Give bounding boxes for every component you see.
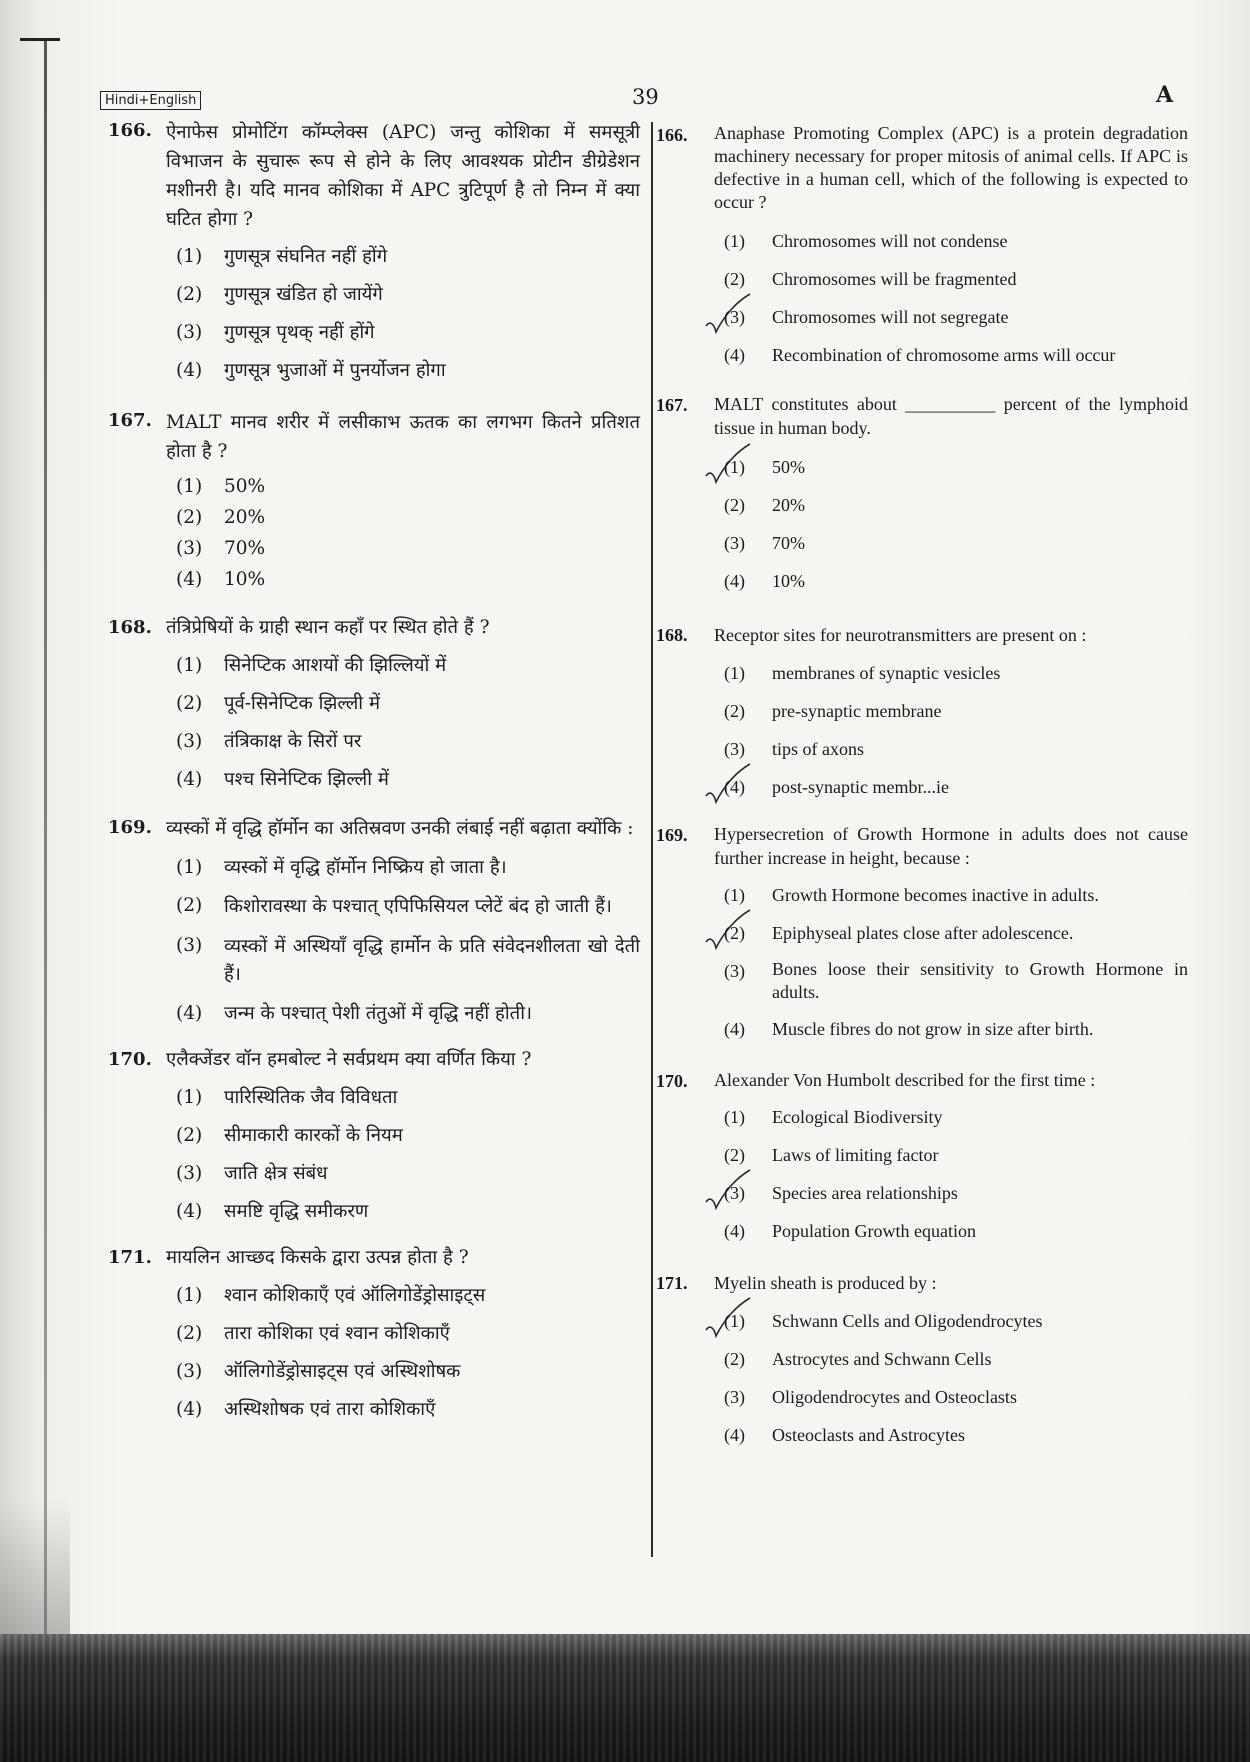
option-4 bbox=[656, 1422, 1188, 1448]
option-text: 50% bbox=[224, 476, 266, 497]
option-2 bbox=[108, 282, 640, 308]
question-171-english bbox=[656, 1270, 1188, 1448]
question-text: MALT constitutes about __________ percent of the lymphoid tissue in human body. bbox=[714, 394, 1188, 438]
option-text: Chromosomes will be fragmented bbox=[772, 269, 1017, 289]
option-3 bbox=[108, 729, 640, 755]
option-number: (1) bbox=[724, 1311, 745, 1331]
option-3 bbox=[108, 536, 640, 562]
option-number: (4) bbox=[176, 1399, 203, 1420]
option-3 bbox=[656, 304, 1188, 330]
option-text: Muscle fibres do not grow in size after birth. bbox=[772, 1019, 1094, 1039]
option-text: व्यस्कों में अस्थियाँ वृद्धि हार्मोन के प्रति संवेदनशीलता खो देती हैं। bbox=[224, 936, 640, 985]
option-4 bbox=[108, 1001, 640, 1027]
option-text: Chromosomes will not segregate bbox=[772, 307, 1009, 327]
option-number: (2) bbox=[724, 1145, 745, 1165]
option-number: (1) bbox=[724, 1107, 745, 1127]
question-number: 168. bbox=[656, 625, 688, 645]
option-number: (3) bbox=[176, 1361, 203, 1382]
option-number: (4) bbox=[724, 345, 745, 365]
option-text: श्वान कोशिकाएँ एवं ऑलिगोडेंड्रोसाइट्स bbox=[224, 1285, 486, 1306]
option-number: (1) bbox=[176, 1087, 203, 1108]
option-text: किशोरावस्था के पश्चात् एपिफिसियल प्लेटें बंद हो जाती हैं। bbox=[224, 896, 612, 917]
option-4 bbox=[656, 1016, 1188, 1042]
option-text: Growth Hormone becomes inactive in adults. bbox=[772, 885, 1099, 905]
question-number: 171. bbox=[656, 1273, 688, 1293]
option-1 bbox=[108, 244, 640, 270]
option-number: (4) bbox=[724, 1425, 745, 1445]
option-text: गुणसूत्र खंडित हो जायेंगे bbox=[224, 284, 383, 305]
question-text: मायलिन आच्छद किसके द्वारा उत्पन्न होता है ? bbox=[166, 1247, 469, 1268]
question-number: 169. bbox=[656, 825, 688, 845]
option-3 bbox=[108, 320, 640, 346]
option-2 bbox=[108, 893, 640, 921]
question-text: Alexander Von Humbolt described for the first time : bbox=[714, 1070, 1096, 1090]
question-167-hindi bbox=[108, 408, 640, 593]
option-number: (1) bbox=[176, 857, 203, 878]
option-number: (3) bbox=[724, 307, 745, 327]
option-number: (3) bbox=[724, 1183, 745, 1203]
option-text: पारिस्थितिक जैव विविधता bbox=[224, 1087, 398, 1108]
option-2 bbox=[656, 920, 1188, 946]
hindi-column bbox=[108, 118, 640, 1423]
option-text: तंत्रिकाक्ष के सिरों पर bbox=[224, 731, 362, 752]
option-number: (1) bbox=[176, 476, 203, 497]
option-text: गुणसूत्र पृथक् नहीं होंगे bbox=[224, 322, 375, 343]
option-number: (2) bbox=[176, 507, 203, 528]
question-166-english bbox=[656, 122, 1188, 368]
option-number: (3) bbox=[724, 1387, 745, 1407]
option-2 bbox=[108, 1321, 640, 1347]
option-3 bbox=[656, 958, 1188, 1004]
option-1 bbox=[108, 653, 640, 679]
option-text: सीमाकारी कारकों के नियम bbox=[224, 1125, 403, 1146]
option-1 bbox=[656, 1308, 1188, 1334]
series-letter: A bbox=[1156, 82, 1174, 108]
question-number: 166. bbox=[656, 125, 688, 145]
option-3 bbox=[656, 530, 1188, 556]
option-number: (1) bbox=[724, 457, 745, 477]
binding-edge bbox=[44, 40, 47, 1640]
question-number: 166. bbox=[108, 120, 152, 141]
question-number: 171. bbox=[108, 1247, 152, 1268]
option-text: 10% bbox=[224, 569, 266, 590]
option-text: सिनेप्टिक आशयों की झिल्लियों में bbox=[224, 655, 447, 676]
option-4 bbox=[108, 767, 640, 793]
option-text: Laws of limiting factor bbox=[772, 1145, 939, 1165]
option-number: (3) bbox=[724, 533, 745, 553]
scan-dark-strip bbox=[0, 1634, 1250, 1762]
question-text: व्यस्कों में वृद्धि हॉर्मोन का अतिस्रवण उनकी लंबाई नहीं बढ़ाता क्योंकि : bbox=[166, 818, 634, 839]
option-4 bbox=[656, 774, 1188, 800]
option-number: (1) bbox=[724, 885, 745, 905]
option-3 bbox=[108, 1161, 640, 1187]
question-text: Myelin sheath is produced by : bbox=[714, 1273, 937, 1293]
option-number: (4) bbox=[176, 569, 203, 590]
option-text: 70% bbox=[772, 533, 805, 553]
option-text: post-synaptic membr...ie bbox=[772, 777, 949, 797]
option-4 bbox=[108, 567, 640, 593]
option-number: (3) bbox=[724, 739, 745, 759]
option-number: (4) bbox=[724, 777, 745, 797]
option-1 bbox=[108, 1283, 640, 1309]
option-number: (2) bbox=[176, 895, 203, 916]
option-text: तारा कोशिका एवं श्वान कोशिकाएँ bbox=[224, 1323, 450, 1344]
option-text: 10% bbox=[772, 571, 805, 591]
option-text: व्यस्कों में वृद्धि हॉर्मोन निष्क्रिय हो जाता है। bbox=[224, 857, 507, 878]
option-text: Osteoclasts and Astrocytes bbox=[772, 1425, 965, 1445]
option-text: Recombination of chromosome arms will occur bbox=[772, 345, 1116, 365]
option-1 bbox=[108, 855, 640, 881]
option-1 bbox=[108, 1085, 640, 1111]
option-text: 50% bbox=[772, 457, 805, 477]
option-2 bbox=[656, 1142, 1188, 1168]
scan-shadow bbox=[0, 1500, 70, 1640]
page-number: 39 bbox=[632, 85, 659, 109]
question-number: 167. bbox=[108, 410, 152, 431]
question-number: 170. bbox=[656, 1071, 688, 1091]
option-number: (1) bbox=[724, 663, 745, 683]
option-number: (1) bbox=[176, 1285, 203, 1306]
option-number: (3) bbox=[176, 322, 203, 343]
option-2 bbox=[108, 505, 640, 531]
option-number: (3) bbox=[724, 961, 745, 981]
option-number: (2) bbox=[176, 693, 203, 714]
option-3 bbox=[656, 1180, 1188, 1206]
option-3 bbox=[108, 1359, 640, 1385]
option-text: Chromosomes will not condense bbox=[772, 231, 1008, 251]
option-text: Schwann Cells and Oligodendrocytes bbox=[772, 1311, 1043, 1331]
question-text: तंत्रिप्रेषियों के ग्राही स्थान कहाँ पर स्थित होते हैं ? bbox=[166, 617, 490, 638]
option-number: (4) bbox=[176, 1003, 203, 1024]
option-1 bbox=[656, 1104, 1188, 1130]
option-number: (4) bbox=[724, 571, 745, 591]
option-number: (4) bbox=[176, 769, 203, 790]
question-number: 169. bbox=[108, 817, 152, 838]
option-text: गुणसूत्र भुजाओं में पुनर्योजन होगा bbox=[224, 360, 446, 381]
option-4 bbox=[108, 1397, 640, 1423]
option-text: पश्च सिनेप्टिक झिल्ली में bbox=[224, 769, 389, 790]
option-4 bbox=[656, 342, 1188, 368]
option-number: (2) bbox=[176, 284, 203, 305]
option-number: (4) bbox=[176, 1201, 203, 1222]
option-text: 20% bbox=[224, 507, 266, 528]
option-4 bbox=[108, 1199, 640, 1225]
option-3 bbox=[656, 1384, 1188, 1410]
option-4 bbox=[656, 568, 1188, 594]
question-169-english bbox=[656, 822, 1188, 1042]
option-text: tips of axons bbox=[772, 739, 864, 759]
option-2 bbox=[656, 698, 1188, 724]
option-text: अस्थिशोषक एवं तारा कोशिकाएँ bbox=[224, 1399, 436, 1420]
question-number: 167. bbox=[656, 395, 688, 415]
question-text: MALT मानव शरीर में लसीकाभ ऊतक का लगभग कितने प्रतिशत होता है ? bbox=[166, 412, 640, 462]
option-number: (2) bbox=[176, 1323, 203, 1344]
option-number: (2) bbox=[724, 269, 745, 289]
question-170-english bbox=[656, 1068, 1188, 1244]
option-text: Population Growth equation bbox=[772, 1221, 976, 1241]
option-2 bbox=[656, 1346, 1188, 1372]
option-text: Oligodendrocytes and Osteoclasts bbox=[772, 1387, 1017, 1407]
option-text: जन्म के पश्चात् पेशी तंतुओं में वृद्धि नहीं होती। bbox=[224, 1003, 533, 1024]
option-text: 20% bbox=[772, 495, 805, 515]
option-text: जाति क्षेत्र संबंध bbox=[224, 1163, 328, 1184]
question-text: Anaphase Promoting Complex (APC) is a protein degradation machinery necessary for proper mitosis of animal cells. If APC is defective in a human cell, which of the following is expected to occur ? bbox=[714, 123, 1188, 212]
option-number: (3) bbox=[176, 935, 203, 956]
option-3 bbox=[108, 933, 640, 989]
option-text: Epiphyseal plates close after adolescence. bbox=[772, 923, 1074, 943]
option-number: (2) bbox=[176, 1125, 203, 1146]
option-text: गुणसूत्र संघनित नहीं होंगे bbox=[224, 246, 388, 267]
option-number: (4) bbox=[724, 1221, 745, 1241]
option-number: (4) bbox=[724, 1019, 745, 1039]
option-number: (2) bbox=[724, 495, 745, 515]
question-167-english bbox=[656, 392, 1188, 594]
option-text: Astrocytes and Schwann Cells bbox=[772, 1349, 992, 1369]
option-2 bbox=[108, 1123, 640, 1149]
question-number: 170. bbox=[108, 1049, 152, 1070]
option-number: (1) bbox=[176, 246, 203, 267]
option-1 bbox=[108, 474, 640, 500]
option-2 bbox=[108, 691, 640, 717]
option-4 bbox=[108, 358, 640, 384]
option-text: समष्टि वृद्धि समीकरण bbox=[224, 1201, 369, 1222]
option-2 bbox=[656, 266, 1188, 292]
option-number: (1) bbox=[724, 231, 745, 251]
question-166-hindi bbox=[108, 118, 640, 384]
column-divider bbox=[651, 122, 653, 1557]
option-1 bbox=[656, 660, 1188, 686]
question-text: एलैक्जेंडर वॉन हमबोल्ट ने सर्वप्रथम क्या वर्णित किया ? bbox=[166, 1049, 532, 1070]
question-168-english bbox=[656, 622, 1188, 800]
option-number: (4) bbox=[176, 360, 203, 381]
option-text: membranes of synaptic vesicles bbox=[772, 663, 1001, 683]
option-text: पूर्व-सिनेप्टिक झिल्ली में bbox=[224, 693, 381, 714]
option-number: (2) bbox=[724, 701, 745, 721]
option-number: (2) bbox=[724, 923, 745, 943]
question-text: ऐनाफेस प्रोमोटिंग कॉम्प्लेक्स (APC) जन्तु कोशिका में समसूत्री विभाजन के सुचारू रूप से होने के लिए आवश्यक प्रोटीन डीग्रेडेशन मशीनरी है। यदि मानव कोशिका में APC त्रुटिपूर्ण है तो निम्न में क्या घटित होगा ? bbox=[166, 122, 640, 230]
question-number: 168. bbox=[108, 617, 152, 638]
option-number: (3) bbox=[176, 731, 203, 752]
option-1 bbox=[656, 882, 1188, 908]
option-3 bbox=[656, 736, 1188, 762]
option-number: (1) bbox=[176, 655, 203, 676]
english-column bbox=[656, 118, 1188, 1448]
language-tag: Hindi+English bbox=[100, 91, 201, 110]
question-text: Hypersecretion of Growth Hormone in adults does not cause further increase in height, because : bbox=[714, 824, 1188, 868]
option-text: Ecological Biodiversity bbox=[772, 1107, 943, 1127]
option-text: Bones loose their sensitivity to Growth Hormone in adults. bbox=[772, 959, 1188, 1002]
option-4 bbox=[656, 1218, 1188, 1244]
option-1 bbox=[656, 454, 1188, 480]
binding-mark bbox=[20, 38, 60, 41]
option-text: 70% bbox=[224, 538, 266, 559]
question-168-hindi bbox=[108, 615, 640, 793]
question-170-hindi bbox=[108, 1047, 640, 1225]
option-text: Species area relationships bbox=[772, 1183, 958, 1203]
option-number: (3) bbox=[176, 538, 203, 559]
option-text: ऑलिगोडेंड्रोसाइट्स एवं अस्थिशोषक bbox=[224, 1361, 461, 1382]
question-171-hindi bbox=[108, 1245, 640, 1423]
question-169-hindi bbox=[108, 815, 640, 1027]
option-2 bbox=[656, 492, 1188, 518]
option-1 bbox=[656, 228, 1188, 254]
question-text: Receptor sites for neurotransmitters are present on : bbox=[714, 625, 1087, 645]
option-number: (2) bbox=[724, 1349, 745, 1369]
option-number: (3) bbox=[176, 1163, 203, 1184]
option-text: pre-synaptic membrane bbox=[772, 701, 942, 721]
